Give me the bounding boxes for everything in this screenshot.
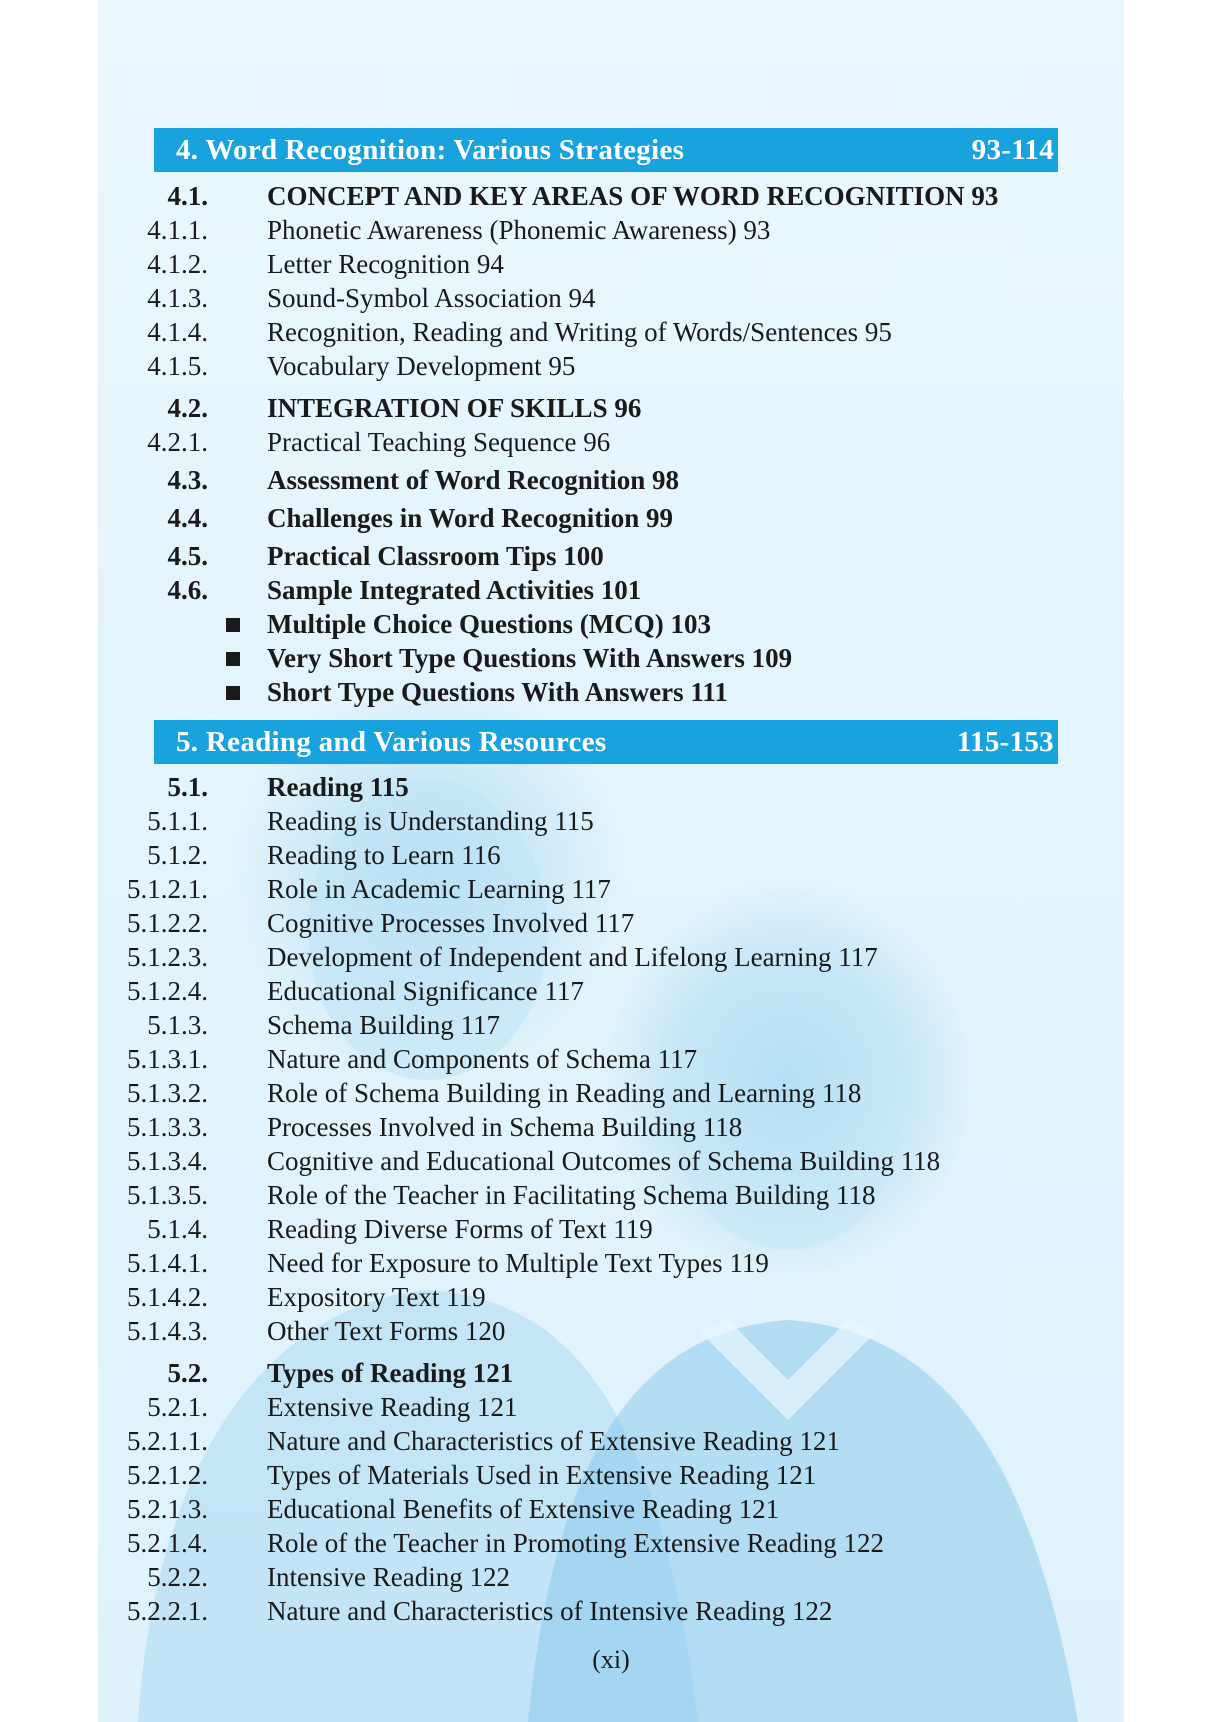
entry-title: Intensive Reading 122 <box>267 1562 510 1592</box>
entry-number: 5.1.3.2. <box>127 1078 208 1108</box>
entry-title: Role of Schema Building in Reading and Learning 118 <box>267 1078 862 1108</box>
entry-number: 5.2.1. <box>147 1392 208 1422</box>
entry-number: 4.1.2. <box>147 249 208 279</box>
entry-title: Types of Materials Used in Extensive Reading 121 <box>267 1460 817 1490</box>
entry-number: 5.1.4.2. <box>127 1282 208 1312</box>
entry-title: Multiple Choice Questions (MCQ) 103 <box>267 609 711 639</box>
page-number: (xi) <box>592 1645 630 1674</box>
entry-number: 5.1.2.1. <box>127 874 208 904</box>
entry-title: Vocabulary Development 95 <box>267 351 576 381</box>
entry-title: Phonetic Awareness (Phonemic Awareness) 93 <box>267 215 771 245</box>
entry-title: Cognitive and Educational Outcomes of Schema Building 118 <box>267 1146 941 1176</box>
entry-title: Types of Reading 121 <box>267 1358 514 1388</box>
entry-title: Role of the Teacher in Promoting Extensive Reading 122 <box>267 1528 884 1558</box>
chapter-header[interactable] <box>154 128 1058 172</box>
entry-title: Reading 115 <box>267 772 409 802</box>
square-bullet-icon <box>226 618 240 632</box>
entry-number: 5.2. <box>167 1358 208 1388</box>
entry-title: Nature and Characteristics of Extensive Reading 121 <box>267 1426 840 1456</box>
entry-number: 5.2.1.3. <box>127 1494 208 1524</box>
entry-number: 4.4. <box>167 503 208 533</box>
entry-number: 4.1. <box>167 181 208 211</box>
entry-title: Processes Involved in Schema Building 118 <box>267 1112 743 1142</box>
entry-number: 5.2.2. <box>147 1562 208 1592</box>
entry-title: Nature and Characteristics of Intensive Reading 122 <box>267 1596 833 1626</box>
entry-number: 5.1.3.4. <box>127 1146 208 1176</box>
chapter-page-range: 93-114 <box>971 133 1054 166</box>
entry-title: CONCEPT AND KEY AREAS OF WORD RECOGNITION 93 <box>267 181 999 211</box>
entry-title: Assessment of Word Recognition 98 <box>267 465 680 495</box>
chapter-page-range: 115-153 <box>956 725 1054 758</box>
entry-title: Short Type Questions With Answers 111 <box>267 677 728 707</box>
entry-title: Practical Classroom Tips 100 <box>267 541 604 571</box>
entry-number: 5.1.2.2. <box>127 908 208 938</box>
entry-number: 4.3. <box>167 465 208 495</box>
entry-title: Reading to Learn 116 <box>267 840 501 870</box>
entry-number: 5.1.3. <box>147 1010 208 1040</box>
page-panel <box>98 0 1124 1722</box>
entry-number: 5.2.1.1. <box>127 1426 208 1456</box>
entry-number: 5.1.4.3. <box>127 1316 208 1346</box>
entry-title: Expository Text 119 <box>267 1282 486 1312</box>
entry-number: 5.1. <box>167 772 208 802</box>
entry-number: 5.1.4. <box>147 1214 208 1244</box>
entry-title: Reading Diverse Forms of Text 119 <box>267 1214 653 1244</box>
entry-title: Reading is Understanding 115 <box>267 806 594 836</box>
entry-title: Other Text Forms 120 <box>267 1316 506 1346</box>
entry-number: 4.1.1. <box>147 215 208 245</box>
entry-number: 4.1.5. <box>147 351 208 381</box>
entry-number: 5.1.2.3. <box>127 942 208 972</box>
square-bullet-icon <box>226 686 240 700</box>
entry-number: 5.1.3.3. <box>127 1112 208 1142</box>
entry-title: Recognition, Reading and Writing of Words/Sentences 95 <box>267 317 892 347</box>
entry-title: Challenges in Word Recognition 99 <box>267 503 674 533</box>
entry-title: Need for Exposure to Multiple Text Types 119 <box>267 1248 769 1278</box>
chapter-title: 4. Word Recognition: Various Strategies <box>176 133 685 166</box>
entry-title: Practical Teaching Sequence 96 <box>267 427 611 457</box>
entry-number: 5.2.2.1. <box>127 1596 208 1626</box>
entry-number: 5.1.3.1. <box>127 1044 208 1074</box>
entry-number: 5.2.1.2. <box>127 1460 208 1490</box>
entry-title: Letter Recognition 94 <box>267 249 504 279</box>
entry-number: 4.2.1. <box>147 427 208 457</box>
chapter-title: 5. Reading and Various Resources <box>176 725 607 758</box>
entry-number: 4.5. <box>167 541 208 571</box>
entry-number: 5.1.2.4. <box>127 976 208 1006</box>
entry-number: 5.2.1.4. <box>127 1528 208 1558</box>
entry-title: Educational Benefits of Extensive Reading 121 <box>267 1494 780 1524</box>
entry-number: 5.1.2. <box>147 840 208 870</box>
entry-number: 4.2. <box>167 393 208 423</box>
entry-title: Nature and Components of Schema 117 <box>267 1044 698 1074</box>
entry-number: 5.1.1. <box>147 806 208 836</box>
entry-title: Cognitive Processes Involved 117 <box>267 908 635 938</box>
entry-number: 5.1.4.1. <box>127 1248 208 1278</box>
chapter-header[interactable] <box>154 720 1058 764</box>
entry-title: Role of the Teacher in Facilitating Schema Building 118 <box>267 1180 876 1210</box>
entry-title: Very Short Type Questions With Answers 109 <box>267 643 793 673</box>
entry-number: 4.6. <box>167 575 208 605</box>
entry-title: Educational Significance 117 <box>267 976 584 1006</box>
entry-title: INTEGRATION OF SKILLS 96 <box>267 393 642 423</box>
entry-title: Role in Academic Learning 117 <box>267 874 611 904</box>
entry-title: Sound-Symbol Association 94 <box>267 283 596 313</box>
square-bullet-icon <box>226 652 240 666</box>
entry-number: 5.1.3.5. <box>127 1180 208 1210</box>
entry-title: Sample Integrated Activities 101 <box>267 575 642 605</box>
entry-number: 4.1.4. <box>147 317 208 347</box>
entry-title: Schema Building 117 <box>267 1010 500 1040</box>
entry-number: 4.1.3. <box>147 283 208 313</box>
entry-title: Extensive Reading 121 <box>267 1392 518 1422</box>
entry-title: Development of Independent and Lifelong Learning 117 <box>267 942 878 972</box>
